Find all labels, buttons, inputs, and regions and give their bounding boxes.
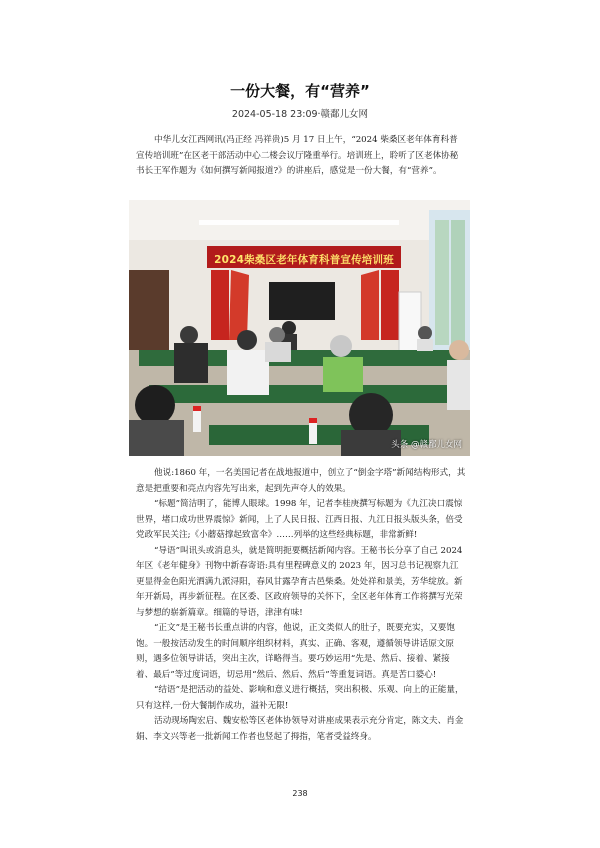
photo-banner-text: 2024柴桑区老年体育科普宣传培训班 bbox=[214, 254, 394, 266]
body-paragraph: 他说:1860 年，一名美国记者在战地报道中，创立了“倒金字塔”新闻结构形式，其意是把重要和亮点内容先写出来，起到先声夺人的效果。 bbox=[136, 468, 466, 494]
photo-illustration bbox=[129, 200, 470, 456]
body-paragraph: “标题”简洁明了，能博人眼球。1998 年，记者李桂庚撰写标题为《九江决口震惊世界，堵口成功世界震惊》新闻，上了人民日报、江西日报、九江日报头版头条，倍受党政军民关注;《小蘑菇撑起致富伞》……列举的这些经典标题，非常新鲜! bbox=[136, 499, 463, 540]
article-body bbox=[136, 466, 466, 745]
article-meta: 2024-05-18 23:09·赣鄱儿女网 bbox=[231, 109, 369, 120]
body-paragraph: “结语”是把活动的益处、影响和意义进行概括，突出积极、乐观、向上的正能量，只有这样,一份大餐制作成功，溢补无限! bbox=[136, 685, 464, 711]
body-paragraph: “正文”是王秘书长重点讲的内容，他说，正文类似人的肚子，既要充实，又要饱饱。一般按活动发生的时间顺序组织材料，真实、正确、客观，遵循领导讲话原文原则，遇多位领导讲话，突出主次，详略得当。要巧妙运用“先是、然后、接着、紧接着、最后”等过度词语，切忌用“然后、然后、然后”等重复词语。真是苦口婆心! bbox=[136, 623, 455, 680]
photo-watermark: 头条 @赣鄱儿女网 bbox=[391, 440, 462, 450]
page-number: 238 bbox=[292, 789, 308, 798]
body-paragraph: “导语”叫讯头或消息头，就是简明扼要概括新闻内容。王秘书长分享了自己 2024 年区《老年健身》刊物中新春寄语:具有里程碑意义的 2023 年，因习总书记视察九江更显得金色阳光洒满九派浔阳，春风甘露孕育古邑柴桑。处处祥和景美，芳华绽放。新年开新局，再步新征程。在区委、区政府领导的关怀下，全区老年体育工作将撰写光荣与梦想的崭新篇章。细篇的导语，津津有味! bbox=[136, 545, 463, 618]
article-title: 一份大餐，有“营养” bbox=[230, 82, 370, 100]
body-paragraph: 活动现场陶宏启、魏安松等区老体协领导对讲座成果表示充分肯定，陈文夫、肖金娟、李文兴等老一批新闻工作者也竖起了拇指，笔者受益终身。 bbox=[136, 716, 464, 742]
training-photo bbox=[129, 200, 470, 456]
intro-paragraph: 中华儿女江西网讯(冯正经 冯祥贵)5 月 17 日上午，“2024 柴桑区老年体育科普宣传培训班”在区老干部活动中心二楼会议厅隆重举行。培训班上，聆听了区老体协秘书长王军作题为《如何撰写新闻报道?》的讲座后，感觉是一份大餐，有“营养”。 bbox=[136, 135, 459, 176]
